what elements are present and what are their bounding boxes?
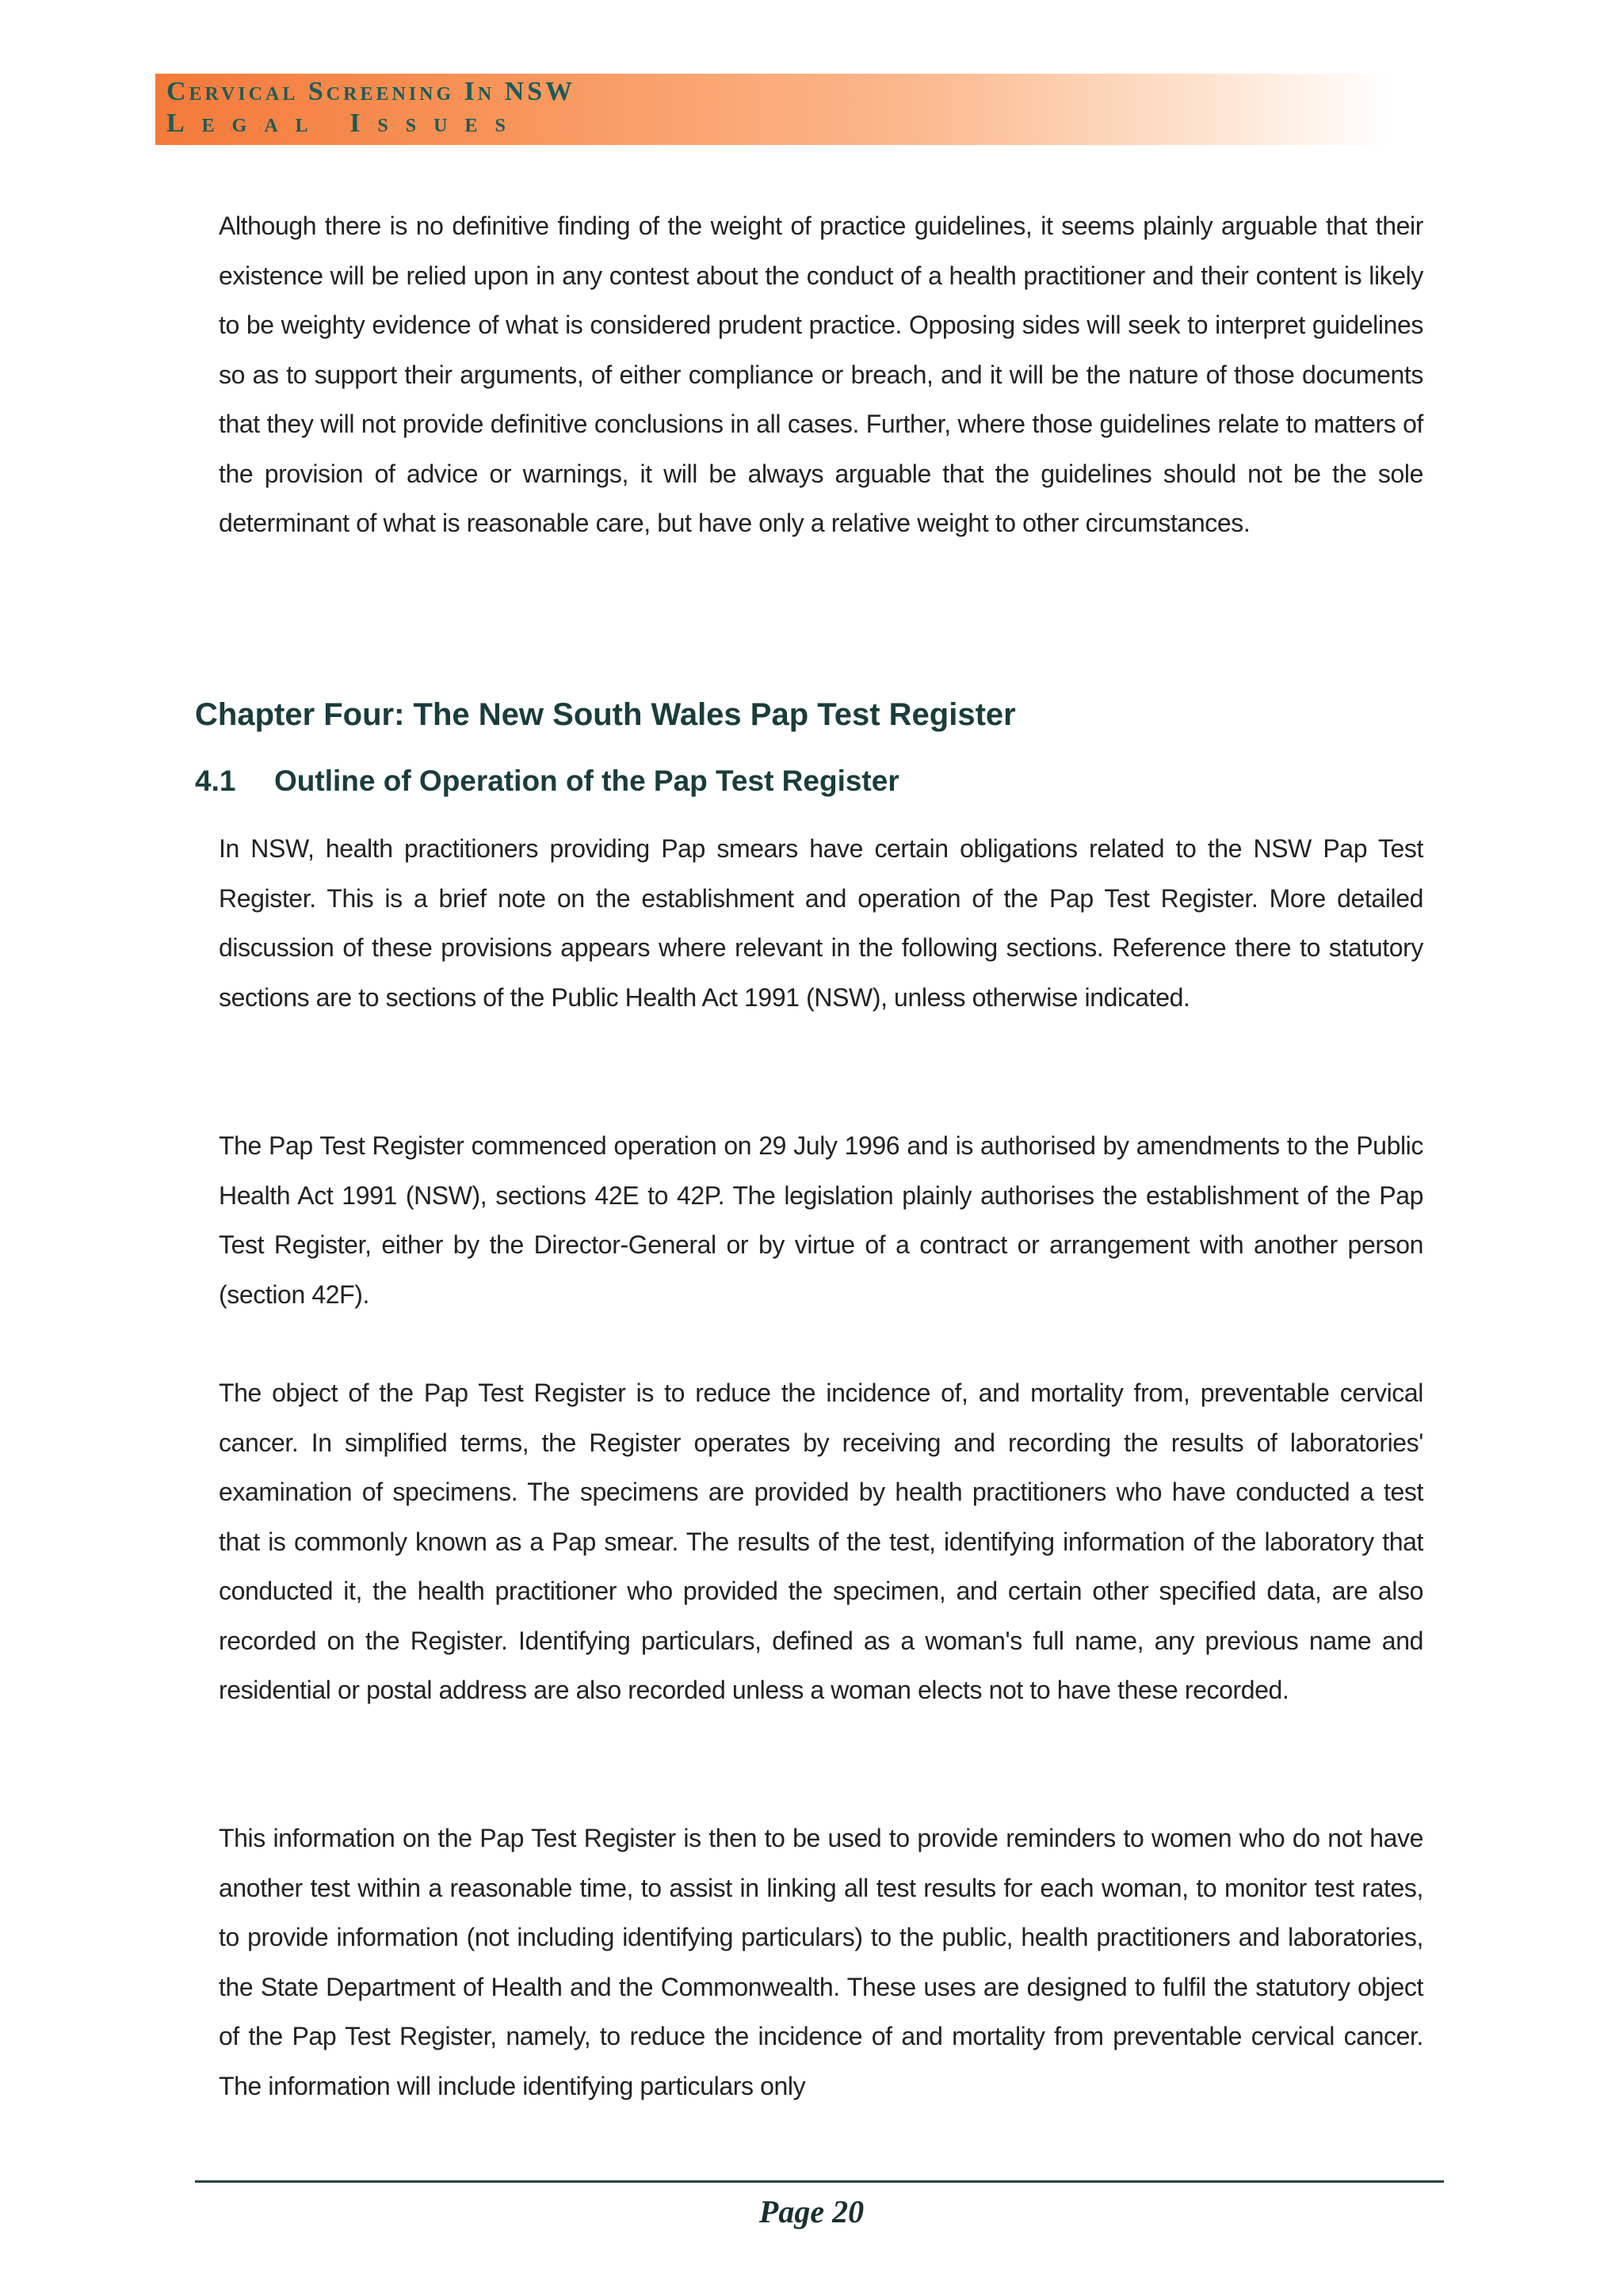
- paragraph-practice-guidelines: Although there is no definitive finding of the weight of practice guidelines, it seems plainly arguable that their existence will be relied upon in any contest about the conduct of a health practitioner and their content is likely to be weighty evidence of what is considered prudent practice. Opposing sides will seek to interpret guidelines so as to support their arguments, of either compliance or breach, and it will be the nature of those documents that they will not provide definitive conclusions in all cases. Further, where those guidelines relate to matters of the provision of advice or warnings, it will be always arguable that the guidelines should not be the sole determinant of what is reasonable care, but have only a relative weight to other circumstances.: [219, 212, 1423, 537]
- footer-divider: [195, 2180, 1444, 2183]
- running-header: [155, 74, 1392, 145]
- section-title: Outline of Operation of the Pap Test Register: [274, 765, 899, 797]
- section-number: 4.1: [195, 765, 236, 797]
- paragraph-nsw-obligations: In NSW, health practitioners providing Pap smears have certain obligations related to the NSW Pap Test Register. This is a brief note on the establishment and operation of the Pap Test Register. More detailed discussion of these provisions appears where relevant in the following sections. Reference there to statutory sections are to sections of the Public Health Act 1991 (NSW), unless otherwise indicated.: [219, 834, 1423, 1012]
- chapter-heading: Chapter Four: The New South Wales Pap Test Register: [195, 697, 1016, 732]
- page-number: Page 20: [758, 2194, 865, 2229]
- paragraph-register-uses: This information on the Pap Test Register is then to be used to provide reminders to women who do not have another test within a reasonable time, to assist in linking all test results for each woman, to monitor test rates, to provide information (not including identifying particulars) to the public, health practitioners and laboratories, the State Department of Health and the Commonwealth. These uses are designed to fulfil the statutory object of the Pap Test Register, namely, to reduce the incidence of and mortality from preventable cervical cancer. The information will include identifying particulars only: [219, 1824, 1423, 2100]
- paragraph-register-object: The object of the Pap Test Register is to reduce the incidence of, and mortality from, preventable cervical cancer. In simplified terms, the Register operates by receiving and recording the results of laboratories' examination of specimens. The specimens are provided by health practitioners who have conducted a test that is commonly known as a Pap smear. The results of the test, identifying information of the laboratory that conducted it, the health practitioner who provided the specimen, and certain other specified data, are also recorded on the Register. Identifying particulars, defined as a woman's full name, any previous name and residential or postal address are also recorded unless a woman elects not to have these recorded.: [219, 1379, 1423, 1704]
- header-title: Cervical Screening In NSW: [166, 77, 576, 106]
- header-subtitle: Legal Issues: [166, 109, 523, 138]
- paragraph-register-commencement: The Pap Test Register commenced operation on 29 July 1996 and is authorised by amendments to the Public Health Act 1991 (NSW), sections 42E to 42P. The legislation plainly authorises the establishment of the Pap Test Register, either by the Director-General or by virtue of a contract or arrangement with another person (section 42F).: [219, 1131, 1423, 1309]
- section-heading: [195, 765, 899, 798]
